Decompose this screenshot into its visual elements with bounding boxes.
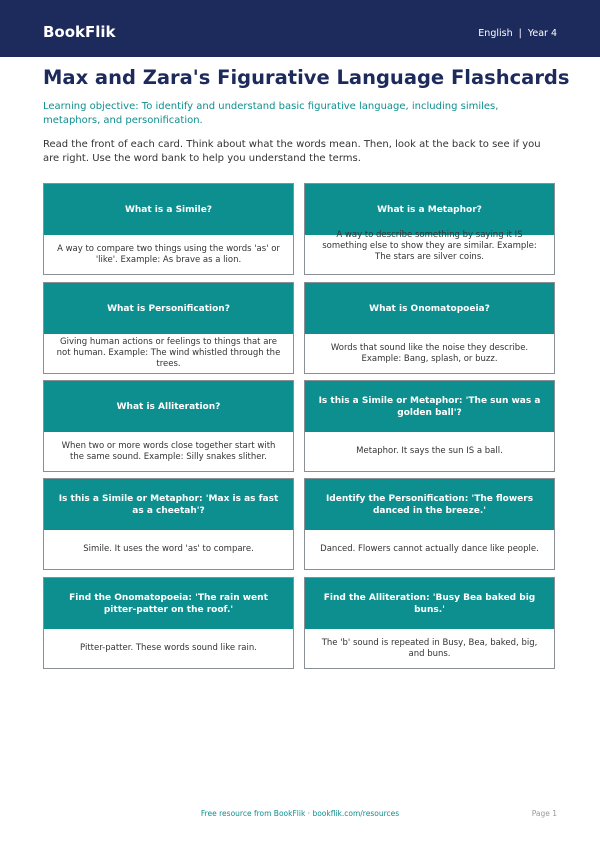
card-front: What is a Metaphor?	[305, 184, 554, 235]
card-back: Words that sound like the noise they describe. Example: Bang, splash, or buzz.	[330, 342, 529, 364]
flashcard-bea-alliteration	[304, 577, 555, 669]
card-back: Simile. It uses the word 'as' to compare.	[83, 544, 254, 554]
flashcard-rain-onomatopoeia	[43, 577, 294, 669]
flashcard-personification	[43, 282, 294, 374]
card-front: Find the Onomatopoeia: 'The rain went pitter-patter on the roof.'	[44, 578, 293, 629]
flashcard-sun-metaphor	[304, 380, 555, 472]
card-back: A way to describe something by saying it IS something else to show they are similar. Example: The stars are silver coins.	[322, 230, 537, 262]
subject-year-label	[478, 28, 557, 39]
card-back: Danced. Flowers cannot actually dance like people.	[320, 544, 539, 554]
instructions: Read the front of each card. Think about what the words mean. Then, look at the back to see if you are right. Use the word bank to help you understand the terms.	[43, 139, 541, 164]
card-front: Find the Alliteration: 'Busy Bea baked big buns.'	[305, 578, 554, 629]
card-back: Pitter-patter. These words sound like rain.	[80, 643, 257, 653]
card-front: What is Onomatopoeia?	[305, 283, 554, 334]
card-front: What is Personification?	[44, 283, 293, 334]
year-label: Year 4	[527, 28, 557, 39]
card-back: Metaphor. It says the sun IS a ball.	[356, 446, 503, 456]
flashcard-cheetah-simile	[43, 478, 294, 570]
flashcard-metaphor	[304, 183, 555, 275]
flashcard-alliteration	[43, 380, 294, 472]
card-back: A way to compare two things using the words 'as' or 'like'. Example: As brave as a lion.	[57, 243, 280, 265]
flashcard-simile	[43, 183, 294, 275]
site-header	[0, 0, 600, 57]
flashcard-flowers-personification	[304, 478, 555, 570]
card-front: What is Alliteration?	[44, 381, 293, 432]
flashcard-onomatopoeia	[304, 282, 555, 374]
page-number: Page 1	[531, 809, 557, 818]
card-front: What is a Simile?	[44, 184, 293, 235]
subject-label: English	[478, 28, 513, 39]
learning-objective: Learning objective: To identify and understand basic figurative language, including similes, metaphors, and personification.	[43, 101, 499, 126]
card-front: Is this a Simile or Metaphor: 'Max is as fast as a cheetah'?	[44, 479, 293, 530]
card-back: Giving human actions or feelings to things that are not human. Example: The wind whistled through the trees.	[56, 337, 281, 369]
page-title: Max and Zara's Figurative Language Flashcards	[43, 66, 570, 89]
footer-resource-link[interactable]: Free resource from BookFlik · bookflik.com/resources	[200, 809, 400, 818]
card-back: The 'b' sound is repeated in Busy, Bea, baked, big, and buns.	[321, 637, 538, 659]
meta-separator: |	[518, 28, 522, 39]
card-front: Identify the Personification: 'The flowers danced in the breeze.'	[305, 479, 554, 530]
card-back: When two or more words close together start with the same sound. Example: Silly snakes slither.	[61, 440, 276, 462]
card-front: Is this a Simile or Metaphor: 'The sun was a golden ball'?	[305, 381, 554, 432]
brand-logo[interactable]: BookFlik	[43, 23, 116, 41]
